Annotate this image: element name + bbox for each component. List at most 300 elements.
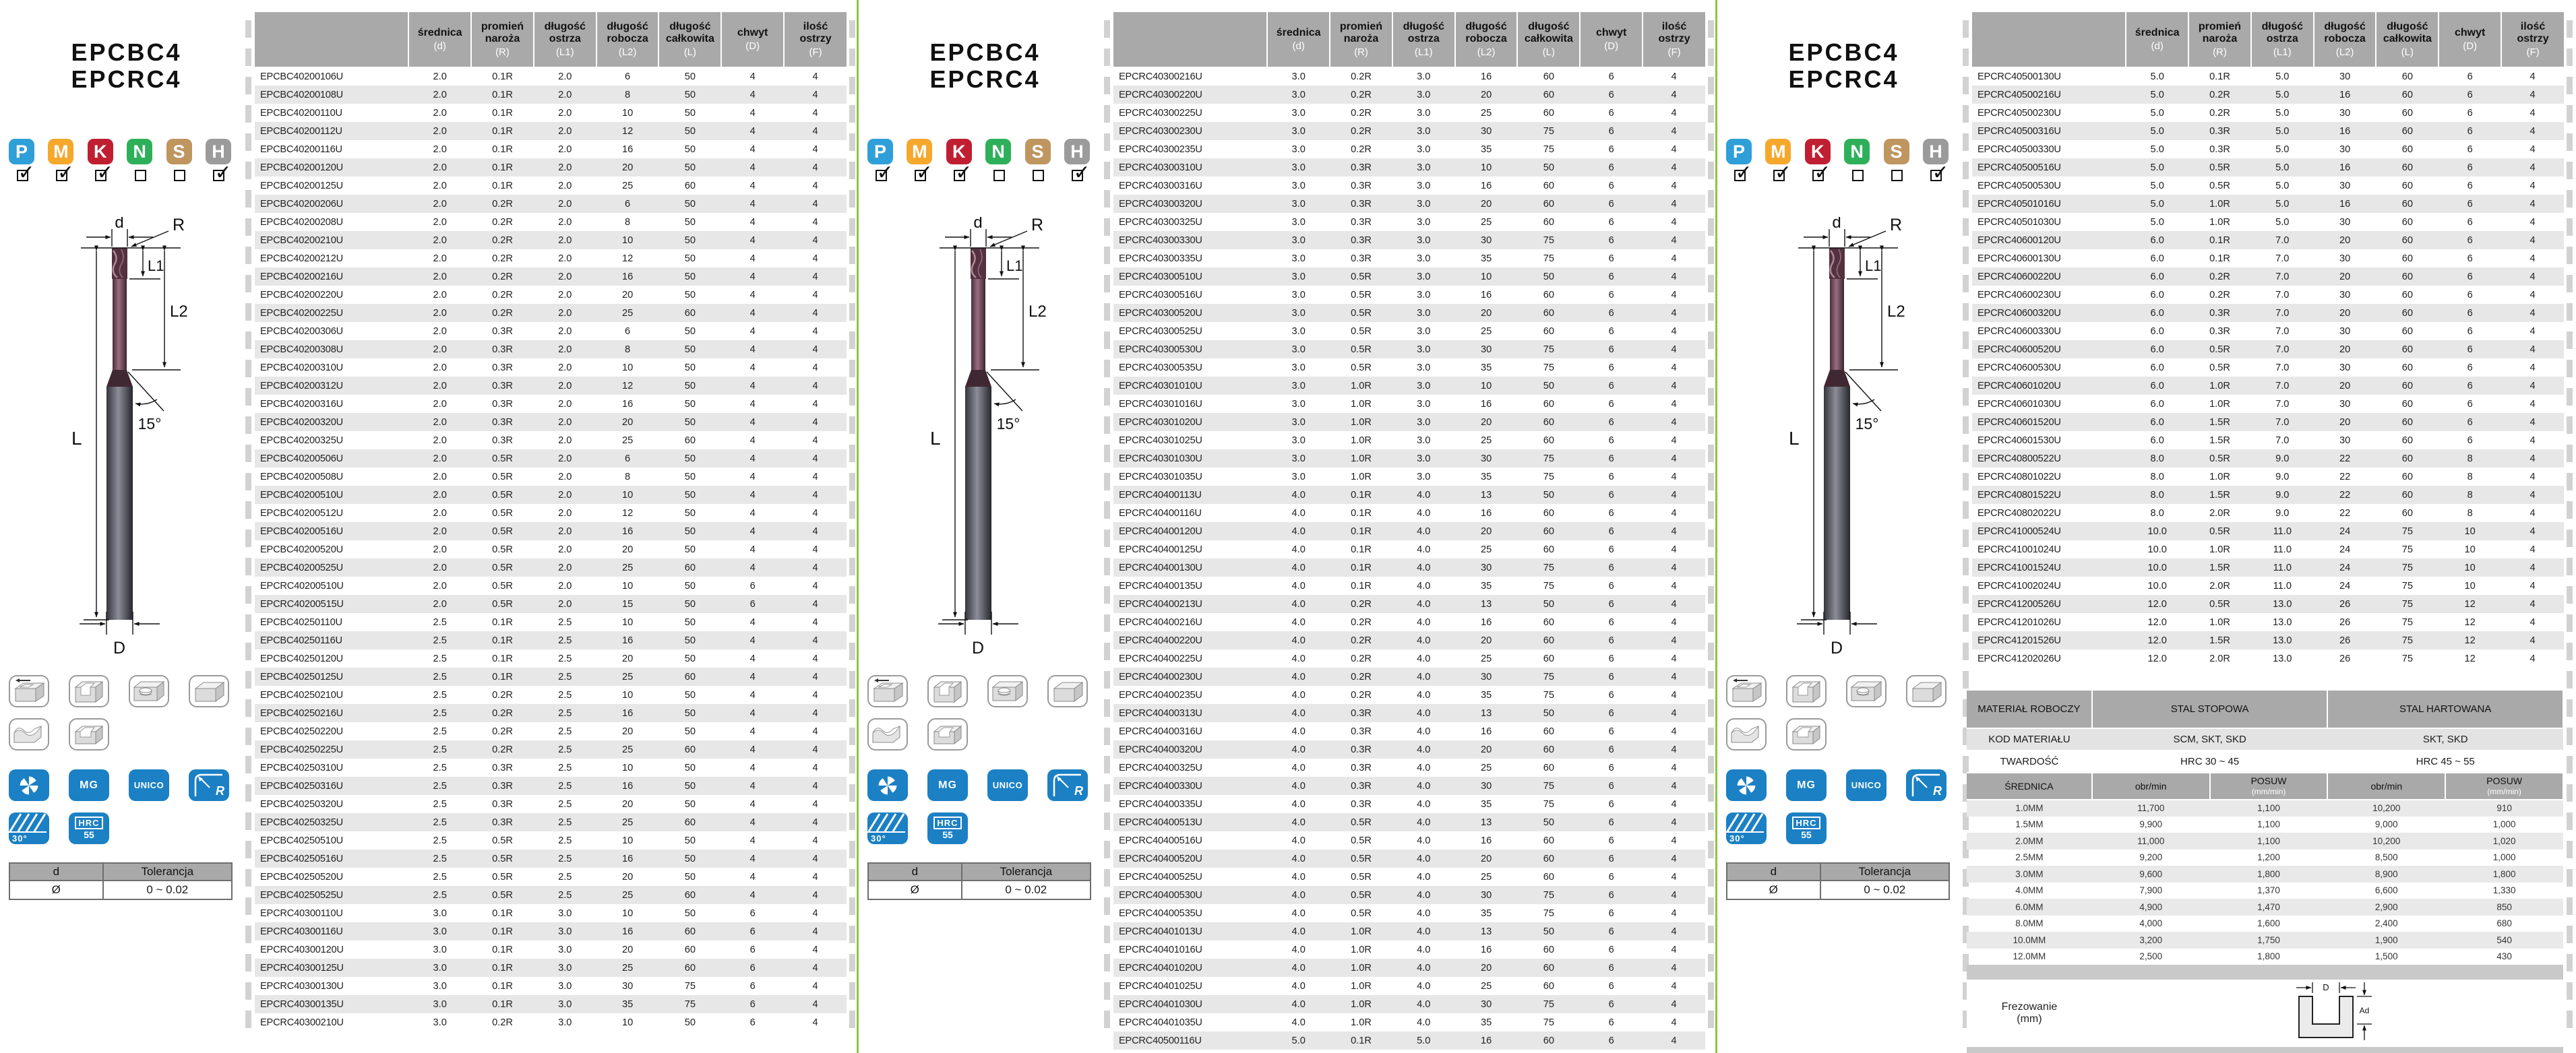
table-row (255, 686, 847, 704)
value-cell: 0.3R (1351, 162, 1372, 173)
table-row (255, 740, 847, 759)
table-row (255, 995, 847, 1013)
value-cell: 4.0 (1417, 998, 1431, 1010)
value-cell: 4 (2529, 162, 2536, 173)
part-number: EPCBC40200312U (260, 380, 343, 391)
tolerance-value: 0 ~ 0.02 (103, 881, 232, 899)
tolerance-table (1726, 862, 1950, 900)
part-number: EPCRC40300516U (1119, 289, 1202, 300)
value-cell: 8 (625, 89, 631, 100)
thread-milling-icon (129, 675, 169, 707)
value-cell: 6 (1608, 853, 1614, 864)
value-cell: 75 (1543, 471, 1554, 482)
value-cell: 30 (1480, 889, 1492, 901)
value-cell: 4.0 (1417, 907, 1431, 919)
value-cell: 0.5R (492, 580, 513, 592)
value-cell: 0.2R (492, 1017, 513, 1028)
dashed-divider (1104, 20, 1110, 1038)
value-cell: 4 (1671, 471, 1677, 482)
tolerance-table (867, 862, 1091, 900)
value-cell: 4 (812, 798, 818, 810)
part-number: EPCBC40250125U (260, 671, 343, 682)
value-cell: 60 (1543, 980, 1554, 992)
value-cell: 35 (1480, 798, 1492, 810)
table-row (255, 231, 847, 249)
value-cell: 60 (2401, 271, 2413, 282)
thread-milling-icon (987, 675, 1028, 707)
value-cell: 6 (1608, 762, 1614, 773)
cutting-diameter: 6.0MM (2015, 901, 2044, 912)
value-cell: 60 (2401, 325, 2413, 337)
value-cell: 4 (749, 635, 756, 646)
value-cell: 4.0 (1417, 689, 1431, 701)
value-cell: 2.0 (433, 416, 447, 428)
value-cell: 13.0 (2273, 635, 2292, 646)
unico-badge: UNICO (129, 769, 169, 801)
value-cell: 0.5R (1351, 344, 1372, 355)
value-cell: 4.0 (1291, 762, 1306, 773)
col-header-corner-radius: promień naroża (R) (1330, 12, 1392, 67)
value-cell: 50 (684, 707, 696, 719)
part-number: EPCRC40300525U (1119, 325, 1202, 337)
value-cell: 4 (749, 707, 756, 719)
value-cell: 4.0 (1291, 562, 1306, 573)
value-cell: 60 (1543, 180, 1554, 191)
cutting-value: 8,500 (2374, 852, 2398, 863)
value-cell: 2.0 (558, 307, 572, 319)
value-cell: 2.5 (558, 635, 572, 646)
value-cell: 4 (1671, 853, 1677, 864)
value-cell: 2.0 (433, 289, 447, 300)
part-number: EPCBC40200120U (260, 162, 343, 173)
value-cell: 4 (749, 744, 756, 755)
value-cell: 6 (1608, 726, 1614, 737)
gray-band (1967, 1047, 2563, 1053)
face-milling-icon (9, 675, 49, 707)
value-cell: 10 (621, 489, 634, 501)
value-cell: 20 (1480, 198, 1492, 210)
tolerance-col-d: d (9, 863, 103, 881)
part-number: EPCRC40300316U (1119, 180, 1202, 191)
value-cell: 2.0 (558, 107, 572, 119)
value-cell: 60 (1543, 307, 1554, 319)
part-number: EPCRC40300520U (1119, 307, 1202, 319)
part-number-column-header (255, 12, 408, 67)
value-cell: 22 (2339, 453, 2351, 464)
value-cell: 4 (1671, 507, 1677, 519)
value-cell: 4 (812, 726, 818, 737)
part-number: EPCRC41001024U (1977, 544, 2061, 555)
cutting-value: 4,900 (2139, 901, 2163, 912)
value-cell: 1.0R (2209, 616, 2230, 628)
value-cell: 6 (1608, 471, 1614, 482)
part-number: EPCBC40250316U (260, 780, 343, 792)
value-cell: 3.0 (1291, 234, 1306, 246)
hrc-55-badge: HRC 55 (69, 812, 109, 844)
table-row (255, 850, 847, 868)
value-cell: 60 (1543, 653, 1554, 664)
value-cell: 50 (684, 89, 696, 100)
value-cell: 4 (1671, 616, 1677, 628)
part-number: EPCRC40301016U (1119, 398, 1202, 410)
value-cell: 6 (749, 1017, 756, 1028)
value-cell: 7.0 (2275, 307, 2290, 319)
value-cell: 60 (1543, 544, 1554, 555)
helix-30-icon: 30° (1726, 812, 1767, 844)
value-cell: 12 (2464, 616, 2476, 628)
value-cell: 4 (1671, 525, 1677, 537)
part-number: EPCRC40400220U (1119, 635, 1202, 646)
value-cell: 0.3R (492, 435, 513, 446)
part-number: EPCRC40601520U (1977, 416, 2061, 428)
material-class-S (166, 139, 193, 181)
part-number: EPCRC40500316U (1977, 125, 2061, 137)
value-cell: 4.0 (1417, 744, 1431, 755)
value-cell: 6 (1608, 344, 1614, 355)
value-cell: 50 (684, 798, 696, 810)
value-cell: 4 (812, 598, 818, 610)
catalog-section (0, 0, 859, 1053)
part-number: EPCRC41000524U (1977, 525, 2061, 537)
value-cell: 25 (1480, 653, 1492, 664)
value-cell: 0.3R (492, 398, 513, 410)
part-number: EPCRC40400320U (1119, 744, 1202, 755)
value-cell: 4 (2529, 325, 2536, 337)
value-cell: 6 (2467, 180, 2473, 191)
value-cell: 4 (749, 180, 756, 191)
value-cell: 4 (812, 416, 818, 428)
col-header-corner-radius: promień naroża (R) (2188, 12, 2251, 67)
material-tile-K: K (1805, 139, 1831, 164)
value-cell: 1.5R (2209, 489, 2230, 501)
value-cell: 2.0 (433, 71, 447, 82)
value-cell: 5.0 (2275, 198, 2290, 210)
svg-text:L: L (930, 428, 941, 449)
table-row (1113, 177, 1705, 195)
part-number: EPCBC40200512U (260, 507, 343, 519)
value-cell: 4.0 (1417, 616, 1431, 628)
table-row (255, 668, 847, 686)
value-cell: 2.0 (433, 143, 447, 155)
part-number: EPCRC40601030U (1977, 398, 2061, 410)
table-row (255, 213, 847, 231)
value-cell: 6 (1608, 198, 1614, 210)
series-name-2: EPCRC4 (1788, 65, 1899, 94)
value-cell: 4 (1671, 835, 1677, 846)
value-cell: 4 (2529, 271, 2536, 282)
value-cell: 6 (2467, 271, 2473, 282)
part-number: EPCRC40400225U (1119, 653, 1202, 664)
value-cell: 0.5R (2209, 453, 2230, 464)
value-cell: 3.0 (433, 998, 447, 1010)
value-cell: 2.0 (558, 216, 572, 228)
catalog-section (1717, 0, 2576, 1053)
table-row (1113, 977, 1705, 995)
hrc-55-badge: HRC 55 (927, 812, 968, 844)
value-cell: 3.0 (1417, 307, 1431, 319)
value-cell: 6 (1608, 780, 1614, 792)
tolerance-row (868, 881, 1091, 899)
value-cell: 4.0 (1291, 653, 1306, 664)
part-number: EPCRC40300510U (1119, 271, 1202, 282)
value-cell: 4 (1671, 562, 1677, 573)
part-number: EPCBC40250225U (260, 744, 343, 755)
value-cell: 13.0 (2273, 653, 2292, 664)
table-row (1972, 486, 2564, 504)
table-row (255, 868, 847, 886)
value-cell: 4 (812, 89, 818, 100)
value-cell: 4 (2529, 198, 2536, 210)
material-code-alloy: SCM, SKT, SKD (2092, 728, 2328, 751)
value-cell: 2.5 (433, 653, 447, 664)
value-cell: 7.0 (2275, 325, 2290, 337)
value-cell: 0.1R (2209, 234, 2230, 246)
material-class-H (1923, 139, 1950, 181)
material-class-P (867, 139, 894, 181)
specification-table (255, 12, 847, 1031)
value-cell: 20 (621, 944, 634, 955)
table-row (1972, 231, 2564, 249)
cutting-value: 2,500 (2139, 951, 2163, 962)
value-cell: 6 (749, 926, 756, 937)
value-cell: 4 (2529, 507, 2536, 519)
feature-badges-row-2 (1726, 812, 1962, 844)
value-cell: 20 (1480, 307, 1492, 319)
value-cell: 4.0 (1417, 980, 1431, 992)
value-cell: 50 (684, 143, 696, 155)
value-cell: 0.1R (492, 635, 513, 646)
value-cell: 4 (1671, 1017, 1677, 1028)
value-cell: 20 (621, 798, 634, 810)
value-cell: 4 (749, 89, 756, 100)
value-cell: 0.3R (492, 380, 513, 391)
value-cell: 3.0 (1417, 216, 1431, 228)
end-mill-drawing (1717, 217, 1970, 658)
table-row (1972, 631, 2564, 649)
value-cell: 4.0 (1291, 853, 1306, 864)
hardness-alloy: HRC 30 ~ 45 (2092, 751, 2328, 773)
part-number: EPCRC40400216U (1119, 616, 1202, 628)
part-number: EPCRC41201026U (1977, 616, 2061, 628)
part-number: EPCRC40800522U (1977, 453, 2061, 464)
value-cell: 6 (2467, 71, 2473, 82)
value-cell: 11.0 (2273, 562, 2292, 573)
value-cell: 4 (2529, 580, 2536, 592)
svg-text:15°: 15° (996, 415, 1020, 433)
value-cell: 12 (621, 125, 634, 137)
value-cell: 4.0 (1417, 798, 1431, 810)
value-cell: 6 (749, 580, 756, 592)
cutting-value: 8,900 (2374, 868, 2398, 879)
value-cell: 0.2R (2209, 289, 2230, 300)
value-cell: 60 (684, 671, 696, 682)
value-cell: 3.0 (1417, 325, 1431, 337)
value-cell: 12 (621, 507, 634, 519)
value-cell: 4 (2529, 525, 2536, 537)
value-cell: 13 (1480, 817, 1492, 828)
value-cell: 0.5R (2209, 162, 2230, 173)
value-cell: 2.0 (433, 380, 447, 391)
value-cell: 2.0 (558, 362, 572, 373)
value-cell: 30 (1480, 453, 1492, 464)
table-row (255, 613, 847, 631)
value-cell: 50 (684, 907, 696, 919)
part-number: EPCBC40250510U (260, 835, 343, 846)
value-cell: 60 (684, 435, 696, 446)
value-cell: 4.0 (1291, 798, 1306, 810)
value-cell: 4 (812, 525, 818, 537)
value-cell: 3.0 (1291, 198, 1306, 210)
value-cell: 60 (2401, 362, 2413, 373)
material-checkbox-K (954, 170, 965, 181)
material-tile-M: M (907, 139, 932, 164)
part-number: EPCRC40500230U (1977, 107, 2061, 119)
value-cell: 6 (2467, 107, 2473, 119)
value-cell: 50 (684, 871, 696, 883)
value-cell: 3.0 (1291, 216, 1306, 228)
value-cell: 2.0 (558, 398, 572, 410)
value-cell: 3.0 (1417, 234, 1431, 246)
part-number: EPCRC40301020U (1119, 416, 1202, 428)
material-tile-N: N (1844, 139, 1870, 164)
value-cell: 60 (684, 889, 696, 901)
value-cell: 22 (2339, 489, 2351, 501)
value-cell: 60 (684, 944, 696, 955)
value-cell: 0.2R (2209, 89, 2230, 100)
part-number: EPCRC40400116U (1119, 507, 1202, 519)
tolerance-diameter-symbol: Ø (1727, 881, 1820, 899)
part-number: EPCRC40401020U (1119, 962, 1202, 974)
value-cell: 16 (621, 780, 634, 792)
value-cell: 4 (749, 416, 756, 428)
value-cell: 8 (625, 471, 631, 482)
table-row (1113, 158, 1705, 177)
dashed-divider (849, 20, 855, 1038)
material-class-H (1064, 139, 1091, 181)
part-number: EPCRC40801522U (1977, 489, 2061, 501)
value-cell: 4.0 (1417, 489, 1431, 501)
value-cell: 7.0 (2275, 435, 2290, 446)
page-title (1717, 39, 1970, 94)
part-number: EPCRC40400120U (1119, 525, 1202, 537)
value-cell: 50 (684, 544, 696, 555)
value-cell: 10 (1480, 162, 1492, 173)
tool-body (106, 248, 133, 620)
iso-material-class-row (867, 139, 1091, 181)
value-cell: 13 (1480, 598, 1492, 610)
part-number: EPCRC41001524U (1977, 562, 2061, 573)
value-cell: 2.0 (433, 544, 447, 555)
value-cell: 2.0 (558, 198, 572, 210)
part-number: EPCRC40300125U (260, 962, 344, 974)
table-row (1113, 322, 1705, 340)
value-cell: 4 (1671, 580, 1677, 592)
value-cell: 60 (2401, 453, 2413, 464)
spec-table-body (1113, 67, 1705, 1050)
value-cell: 13 (1480, 489, 1492, 501)
part-number: EPCBC40200325U (260, 435, 343, 446)
value-cell: 4 (812, 143, 818, 155)
value-cell: 5.0 (2150, 71, 2164, 82)
value-cell: 60 (1543, 762, 1554, 773)
value-cell: 6.0 (2150, 325, 2164, 337)
value-cell: 4 (1671, 307, 1677, 319)
part-number: EPCRC40400513U (1119, 817, 1202, 828)
value-cell: 4 (749, 671, 756, 682)
value-cell: 6.0 (2150, 362, 2164, 373)
value-cell: 2.0 (558, 180, 572, 191)
part-number: EPCBC40250220U (260, 726, 343, 737)
value-cell: 20 (1480, 962, 1492, 974)
value-cell: 60 (1543, 71, 1554, 82)
value-cell: 6 (625, 325, 631, 337)
cutting-row (1967, 949, 2563, 965)
value-cell: 50 (684, 271, 696, 282)
cutting-diameter: 12.0MM (2013, 951, 2046, 962)
table-row (255, 813, 847, 831)
value-cell: 0.2R (2209, 107, 2230, 119)
value-cell: 50 (684, 726, 696, 737)
mg-badge: MG (1786, 769, 1827, 801)
part-number: EPCRC40400525U (1119, 871, 1202, 883)
table-row (255, 922, 847, 940)
value-cell: 30 (2339, 325, 2351, 337)
value-cell: 0.2R (1351, 653, 1372, 664)
tolerance-col-label: Tolerancja (962, 863, 1091, 881)
value-cell: 4 (1671, 871, 1677, 883)
value-cell: 5.0 (2150, 216, 2164, 228)
value-cell: 10 (2464, 525, 2476, 537)
value-cell: 75 (1543, 253, 1554, 264)
part-number: EPCRC40400313U (1119, 707, 1202, 719)
groove-milling-icon (1786, 718, 1827, 751)
part-number: EPCBC40200310U (260, 362, 343, 373)
part-number: EPCRC40500330U (1977, 143, 2061, 155)
value-cell: 2.5 (558, 744, 572, 755)
value-cell: 4 (749, 616, 756, 628)
value-cell: 2.0 (558, 234, 572, 246)
part-number: EPCBC40200220U (260, 289, 343, 300)
profile-milling-icon (9, 718, 49, 751)
value-cell: 3.0 (1291, 362, 1306, 373)
end-mill-drawing (0, 217, 253, 658)
four-flute-icon (867, 769, 908, 801)
value-cell: 60 (2401, 489, 2413, 501)
value-cell: 4.0 (1291, 671, 1306, 682)
part-number: EPCRC40500116U (1119, 1035, 1202, 1046)
series-name-2: EPCRC4 (929, 65, 1041, 94)
value-cell: 60 (2401, 234, 2413, 246)
material-tile-S: S (166, 139, 192, 164)
value-cell: 60 (1543, 962, 1554, 974)
value-cell: 75 (2401, 562, 2413, 573)
cutting-diameter: 2.5MM (2015, 852, 2044, 863)
part-number: EPCRC40301010U (1119, 380, 1202, 391)
value-cell: 16 (1480, 289, 1492, 300)
value-cell: 0.5R (492, 853, 513, 864)
slot-milling-icon (927, 675, 968, 707)
value-cell: 3.0 (1291, 162, 1306, 173)
value-cell: 4 (1671, 453, 1677, 464)
table-row (1972, 122, 2564, 140)
value-cell: 4 (1671, 198, 1677, 210)
value-cell: 4 (1671, 344, 1677, 355)
value-cell: 4 (2529, 362, 2536, 373)
value-cell: 5.0 (2150, 89, 2164, 100)
table-row (1972, 522, 2564, 540)
value-cell: 2.0 (558, 271, 572, 282)
value-cell: 75 (1543, 798, 1554, 810)
